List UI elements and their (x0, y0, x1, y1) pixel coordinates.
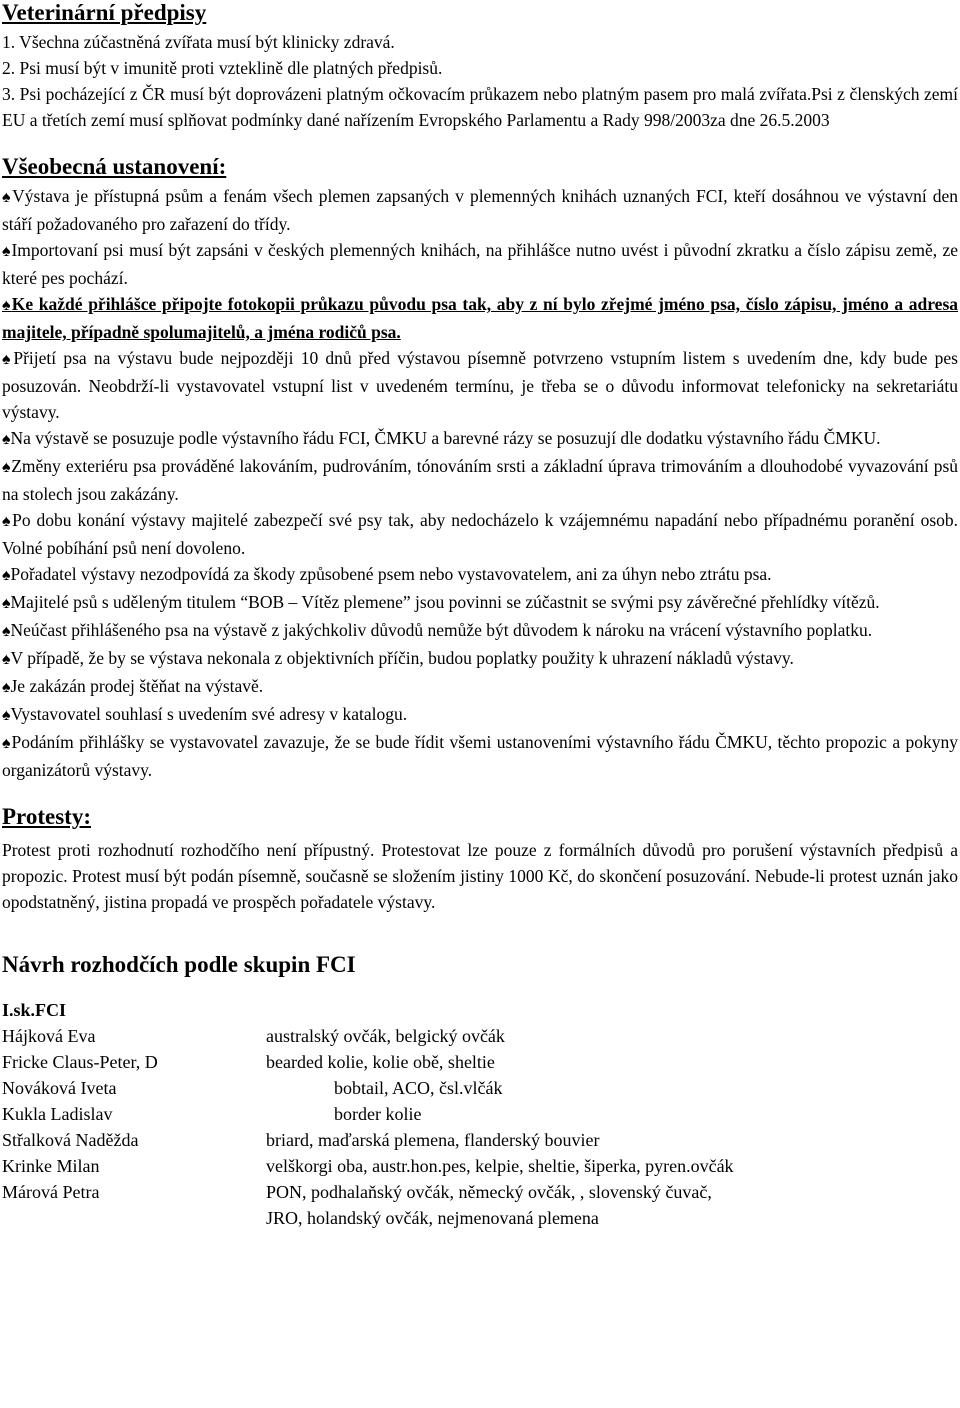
spade-icon: ♠ (2, 351, 14, 368)
rule-item: ♠Přijetí psa na výstavu bude nejpozději 10 dnů před výstavou písemně potvrzeno vstupním listem s uvedením dne, kdy bude pes posuzován. Neobdrží-li vystavovatel vstupní list v uvedeném termínu, je třeba se o důvodu informovat telefonicky na sekretariátu výstavy. (2, 348, 958, 422)
rule-item: ♠V případě, že by se výstava nekonala z objektivních příčin, budou poplatky použity k uhrazení nákladů výstavy. (2, 648, 794, 668)
vet-item-1: 1. Všechna zúčastněná zvířata musí být klinicky zdravá. (2, 32, 395, 52)
judge-breeds: briard, maďarská plemena, flanderský bouvier (266, 1130, 600, 1150)
spade-icon: ♠ (2, 679, 11, 696)
judge-row (2, 1101, 958, 1127)
judge-name: Kukla Ladislav (2, 1104, 113, 1124)
judge-row (2, 1179, 958, 1205)
judge-row (2, 1075, 958, 1101)
judge-name: Hájková Eva (2, 1026, 96, 1046)
spade-icon: ♠ (2, 623, 11, 640)
judge-name: Márová Petra (2, 1182, 100, 1202)
spade-icon: ♠ (2, 243, 12, 260)
spade-icon: ♠ (2, 431, 11, 448)
judge-breeds: bearded kolie, kolie obě, sheltie (266, 1052, 495, 1072)
judge-breeds: australský ovčák, belgický ovčák (266, 1026, 505, 1046)
rule-item: ♠Je zakázán prodej štěňat na výstavě. (2, 676, 264, 696)
judge-name: Nováková Iveta (2, 1078, 117, 1098)
spade-icon: ♠ (2, 513, 13, 530)
spade-icon: ♠ (2, 735, 12, 752)
spade-icon: ♠ (2, 189, 13, 206)
spade-icon: ♠ (2, 459, 12, 476)
general-heading: Všeobecná ustanovení: (2, 154, 227, 179)
judge-row (2, 1205, 958, 1231)
spade-icon: ♠ (2, 707, 11, 724)
judge-name (2, 1205, 266, 1231)
spade-icon: ♠ (2, 297, 12, 314)
vet-item-2: 2. Psi musí být v imunitě proti vzteklině dle platných předpisů. (2, 58, 443, 78)
rule-item-emphasized: ♠Ke každé přihlášce připojte fotokopii průkazu původu psa tak, aby z ní bylo zřejmé jméno psa, číslo zápisu, jméno a adresa majitele, případně spolumajitelů, a jména rodičů psa. (2, 294, 959, 342)
rule-item: ♠Majitelé psů s uděleným titulem “BOB – Vítěz plemene” jsou povinni se zúčastnit se svými psy závěrečné přehlídky vítězů. (2, 592, 880, 612)
judge-name: Fricke Claus-Peter, D (2, 1052, 158, 1072)
rule-item: ♠Po dobu konání výstavy majitelé zabezpečí své psy tak, aby nedocházelo k vzájemnému napadání nebo případnému poranění osob. Volné pobíhání psů není dovoleno. (2, 510, 959, 558)
protests-text: Protest proti rozhodnutí rozhodčího není přípustný. Protestovat lze pouze z formálních důvodů pro porušení výstavních předpisů a propozic. Protest musí být podán písemně, současně se složením jistiny 1000 Kč, do skončení posuzování. Nebude-li protest uznán jako opodstatněný, jistina propadá ve prospěch pořadatele výstavy. (2, 840, 958, 912)
protests-heading: Protesty: (2, 804, 91, 829)
judge-breeds: bobtail, ACO, čsl.vlčák (334, 1078, 503, 1098)
judges-table (2, 1023, 958, 1231)
judge-row (2, 1049, 958, 1075)
judge-breeds: border kolie (334, 1104, 422, 1124)
judge-name: Střalková Naděžda (2, 1130, 139, 1150)
spade-icon: ♠ (2, 651, 11, 668)
general-list (2, 183, 958, 783)
rule-item: ♠Na výstavě se posuzuje podle výstavního řádu FCI, ČMKU a barevné rázy se posuzují dle dodatku výstavního řádu ČMKU. (2, 428, 881, 448)
judge-row (2, 1153, 958, 1179)
rule-item: ♠Pořadatel výstavy nezodpovídá za škody způsobené psem nebo vystavovatelem, ani za úhyn nebo ztrátu psa. (2, 564, 772, 584)
spade-icon: ♠ (2, 595, 11, 612)
judge-breeds: PON, podhalaňský ovčák, německý ovčák, , slovenský čuvač, (266, 1182, 712, 1202)
judge-name: Krinke Milan (2, 1156, 100, 1176)
judge-row (2, 1127, 958, 1153)
judge-breeds: velškorgi oba, austr.hon.pes, kelpie, sheltie, šiperka, pyren.ovčák (266, 1156, 734, 1176)
vet-heading: Veterinární předpisy (2, 0, 207, 25)
group-label: I.sk.FCI (2, 1000, 67, 1020)
judges-heading: Návrh rozhodčích podle skupin FCI (2, 952, 356, 977)
rule-item: ♠Podáním přihlášky se vystavovatel zavazuje, že se bude řídit všemi ustanoveními výstavního řádu ČMKU, těchto propozic a pokyny organizátorů výstavy. (2, 732, 959, 780)
judge-breeds: JRO, holandský ovčák, nejmenovaná plemena (266, 1208, 599, 1228)
spade-icon: ♠ (2, 567, 11, 584)
vet-item-3: 3. Psi pocházející z ČR musí být doprovázeni platným očkovacím průkazem nebo platným pasem pro malá zvířata.Psi z členských zemí EU a třetích zemí musí splňovat podmínky dané nařízením Evropského Parlamentu a Rady 998/2003za dne 26.5.2003 (2, 84, 958, 130)
rule-item: ♠Změny exteriéru psa prováděné lakováním, pudrováním, tónováním srsti a základní úprava trimováním a dlouhodobé vyvazování psů na stolech jsou zakázány. (2, 456, 959, 504)
vet-list (2, 29, 958, 133)
judge-row (2, 1023, 958, 1049)
rule-item: ♠Vystavovatel souhlasí s uvedením své adresy v katalogu. (2, 704, 408, 724)
rule-item: ♠Importovaní psi musí být zapsáni v českých plemenných knihách, na přihlášce nutno uvést i původní zkratku a číslo zápisu země, ze které pes pochází. (2, 240, 958, 288)
rule-item: ♠Neúčast přihlášeného psa na výstavě z jakýchkoliv důvodů nemůže být důvodem k nároku na vrácení výstavního poplatku. (2, 620, 873, 640)
rule-item: ♠Výstava je přístupná psům a fenám všech plemen zapsaných v plemenných knihách uznaných FCI, kteří dosáhnou ve výstavní den stáří požadovaného pro zařazení do třídy. (2, 186, 958, 234)
